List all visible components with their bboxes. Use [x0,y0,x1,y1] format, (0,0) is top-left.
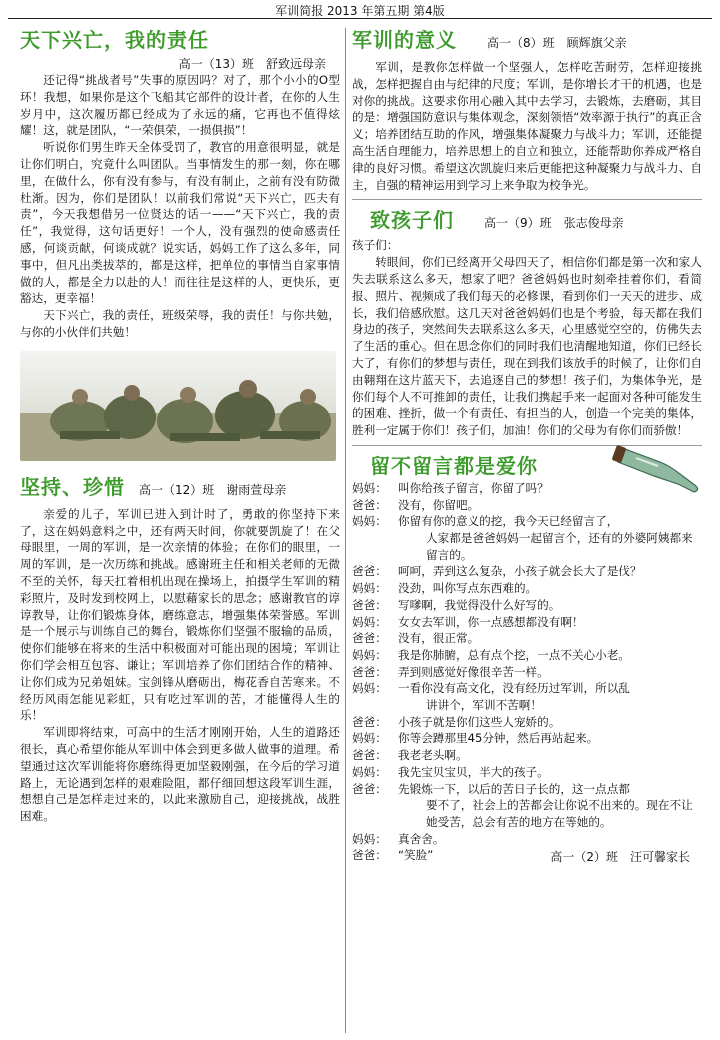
dialogue-text-main: 没劲，叫你写点东西难的。 [398,581,538,596]
dialogue-speaker: 妈妈： [352,681,387,696]
article-paragraph: 听说你们男生昨天全体受罚了，教官的用意很明显，就是让你们明白，究竟什么叫团队。当事情发生的那一刻，你在哪里，在做什么，你有没有参与，有没有制止，之前有没有防微杜渐。因为，你们是团队！以前我们常说“天下兴亡，匹夫有责”，今天我想借另一位贤达的话一——“天下兴亡，我的责任”，我觉得，这句话更好！一个人，没有强烈的使命感责任感，何谈贡献，何谈成就？说实话，妈妈工作了这么多年，同事中，但凡出类拔萃的，都是这样，把单位的事情当自家事情做的人，都是全力以赴的人！而往往是这样的人，更快乐，更豁达，更幸福！ [20,140,340,306]
dialogue-text-main: 叫你给孩子留言，你留了吗？ [398,480,549,495]
dialogue-text [398,664,702,681]
article-greeting: 孩子们： [352,238,399,253]
dialogue-line [352,764,702,781]
dialogue-text [398,781,702,831]
dialogue-speaker: 爸爸： [352,714,387,729]
dialogue-speaker: 爸爸： [352,497,387,512]
article-responsibility [20,24,340,461]
dialogue-lines [352,480,702,864]
dialogue-text-main: 没有，很正常。 [398,631,480,646]
article-signature: 高一（2）班 汪可馨家长 [550,850,690,865]
column-divider [345,28,346,1033]
dialogue-line [352,747,702,764]
dialogue-speaker: 爸爸： [352,597,387,612]
dialogue-line [352,580,702,597]
dialogue-text-continued: 人家都是爸爸妈妈一起留言个，还有的外婆阿姨都来留言的。 [426,531,693,562]
article-byline: 高一（8）班 顾辉旗父亲 [487,36,627,50]
dialogue-text-main: “笑脸” [398,848,434,863]
dialogue-text [398,647,702,664]
dialogue-text [398,497,702,514]
dialogue-text-main: 没有，你留吧。 [398,497,480,512]
dialogue-text [398,714,702,731]
dialogue-text-main: 呵呵，弄到这么复杂，小孩子就会长大了是伐？ [398,564,642,579]
article-title: 致孩子们 [370,208,454,233]
dialogue-line [352,513,702,563]
article-title: 留不留言都是爱你 [370,453,538,478]
header-rule [8,18,712,19]
dialogue-speaker: 妈妈： [352,514,387,529]
dialogue-text-continued: 讲讲个，军训不苦啊！ [426,698,542,713]
dialogue-speaker: 爸爸： [352,631,387,646]
dialogue-text-main: 你留有你的意义的挖，我今天已经留言了， [398,514,619,529]
article-paragraph: 亲爱的儿子，军训已进入到计时了，勇敢的你坚持下来了，这在妈妈意料之中，还有两天时间，你就要凯旋了！在父母眼里，一周的军训，是一次亲情的体验；在你们的眼里，一周的军训，是一次历练和挑战。感谢班主任和相关老师的无微不至的关怀，每天扛着相机出现在操场上，拍摄学生军训的精彩照片，及时发到校网上，以慰藉家长的思念；感谢教官的谆谆教导，让你们锻炼身体，磨练意志，增强集体荣誉感。军训是一个展示与训练自己的舞台，锻炼你们坚强不服输的品质，使你们能够在将来的生活中积极面对可能出现的困境；军训让你们学会相互包容、谦让；军训培养了你们团结合作的精神、让你们成为兄弟姐妹。宝剑锋从磨砺出，梅花香自苦寒来。不经历风雨怎能见彩虹，只有吃过军训的苦，才能懂得人生的乐！ [20,506,340,723]
article-byline: 高一（9）班 张志俊母亲 [484,216,624,231]
article-title: 军训的意义 [352,28,457,52]
dialogue-speaker: 妈妈： [352,480,387,495]
dialogue-speaker: 妈妈： [352,647,387,662]
article-paragraph: 还记得“挑战者号”失事的原因吗？对了，那个小小的O型环！我想，如果你是这个飞船其它部件的设计者，在你的人生岁月中，这次履历都已经成为了永远的痛，它再也不值得炫耀！这，就是团队，“一荣俱荣，一损俱损”！ [20,73,340,138]
dialogue-line [352,680,702,713]
dialogue-text [398,513,702,563]
dialogue-text-main: 我先宝贝宝贝，半大的孩子。 [398,764,549,779]
dialogue-speaker: 爸爸： [352,748,387,763]
dialogue-speaker: 爸爸： [352,664,387,679]
dialogue-text [398,597,702,614]
article-title: 天下兴亡，我的责任 [20,28,209,52]
page-header [0,0,720,22]
soldiers-image [20,351,336,461]
dialogue-text-main: 小孩子就是你们这些人宠娇的。 [398,714,561,729]
article-byline: 高一（12）班 谢雨萱母亲 [139,482,287,497]
dialogue-text-main: 我是你肺腑，总有点个挖，一点不关心小老。 [398,647,630,662]
article-paragraph: 转眼间，你们已经离开父母四天了，相信你们都是第一次和家人失去联系这么多天，想家了吧？爸爸妈妈也时刻牵挂着你们，看简报、照片、视频成了我们每天的必修课，看到你们一天天的进步、成长，我们倍感欣慰。这几天对爸爸妈妈们也是个考验，每天都在我们身边的孩子，突然间失去联系这么多天，心里感觉空空的，仿佛失去了生活的重心。但在思念你们的同时我们也清醒地知道，你们已经长大了，有你们的梦想与责任，现在到我们该放手的时候了，让你们自由翱翔在这片蓝天下，去追逐自己的梦想！孩子们，为集体争光，是你们每个人不可推卸的责任，让我们携起手来一起面对各种可能发生的困难、挫折，做一个有责任、有担当的人，创造一个完美的集体，胜利一定属于你们！孩子们，加油！你们的父母为有你们而骄傲！ [352,255,702,438]
dialogue-speaker: 妈妈： [352,581,387,596]
dialogue-line [352,563,702,580]
dialogue-text-main: 弄到则感觉好像很辛苦一样。 [398,664,549,679]
dialogue-line [352,597,702,614]
dialogue-line [352,730,702,747]
dialogue-text [398,680,702,713]
article-dialogue [352,445,702,865]
article-meaning-of-training [352,24,702,193]
dialogue-text-main: 写嗲啊，我觉得没什么好写的。 [398,597,561,612]
dialogue-text-main: 我老老头啊。 [398,748,468,763]
dialogue-text [398,614,702,631]
article-paragraph: 天下兴亡，我的责任，班级荣辱，我的责任！与你共勉，与你的小伙伴们共勉！ [20,308,340,339]
dialogue-speaker: 爸爸： [352,564,387,579]
article-persist-cherish [20,471,340,825]
dialogue-line [352,614,702,631]
dialogue-text-main: 真舍舍。 [398,831,445,846]
dialogue-text [398,747,702,764]
dialogue-speaker: 爸爸： [352,848,387,863]
dialogue-text-continued: 要不了，社会上的苦都会让你说不出来的。现在不让她受苦，总会有苦的地方在等她的。 [426,798,693,829]
dialogue-line [352,714,702,731]
dialogue-speaker: 妈妈： [352,764,387,779]
dialogue-line [352,630,702,647]
article-paragraph: 军训即将结束，可高中的生活才刚刚开始，人生的道路还很长，真心希望你能从军训中体会到更多做人做事的道理。希望通过这次军训能将你磨练得更加坚毅刚强，在今后的学习道路上，无论遇到怎样的艰难险阻，都仔细回想这段军训生涯，想想自己是怎样走过来的，以此来激励自己，迎接挑战，战胜困难。 [20,725,340,824]
article-paragraph: 军训，是教你怎样做一个坚强人，怎样吃苦耐劳，怎样迎接挑战，怎样把握自由与纪律的尺度；军训，是你增长才干的机遇，也是对你的挑战。这要求你用心融入其中去学习，去锻炼，去磨砺，其目的是：增强国防意识与集体观念，深刻领悟“效率源于执行”的真正含义；培养团结互助的作风，增强集体凝聚力与战斗力；军训，还能提高生活自理能力，培养思想上的自立和独立，还能帮助你养成严格自律的良好习惯。希望这次凯旋归来后更能把这种凝聚力与战斗力、自主，自强的精神运用到学习上来争取为校争光。 [352,60,702,192]
dialogue-line [352,664,702,681]
military-training-photo [20,351,336,461]
header-title: 军训简报 2013 年第五期 第4版 [275,4,445,18]
dialogue-text [398,831,702,848]
message-bottle-icon [612,442,702,494]
dialogue-text-main: 先锻炼一下，以后的苦日子长的，这一点点都 [398,781,630,796]
left-column [20,24,340,831]
dialogue-line [352,647,702,664]
dialogue-line [352,831,702,848]
dialogue-speaker: 妈妈： [352,831,387,846]
right-column [352,24,702,871]
dialogue-text-main: 女女去军训，你一点感想都没有啊！ [398,614,584,629]
dialogue-speaker: 妈妈： [352,614,387,629]
dialogue-text-main: 一看你没有高文化，没有经历过军训，所以乱 [398,681,630,696]
dialogue-text [398,730,702,747]
dialogue-speaker: 爸爸： [352,781,387,796]
dialogue-text [398,630,702,647]
article-byline: 高一（13）班 舒致远母亲 [178,57,326,71]
article-title: 坚持、珍惜 [20,474,125,499]
dialogue-line [352,497,702,514]
dialogue-line [352,781,702,831]
dialogue-text [398,580,702,597]
dialogue-speaker: 妈妈： [352,731,387,746]
article-to-children [352,199,702,439]
dialogue-text [398,563,702,580]
dialogue-text-main: 你等会蹲那里45分钟，然后再站起来。 [398,731,599,746]
dialogue-text [398,764,702,781]
